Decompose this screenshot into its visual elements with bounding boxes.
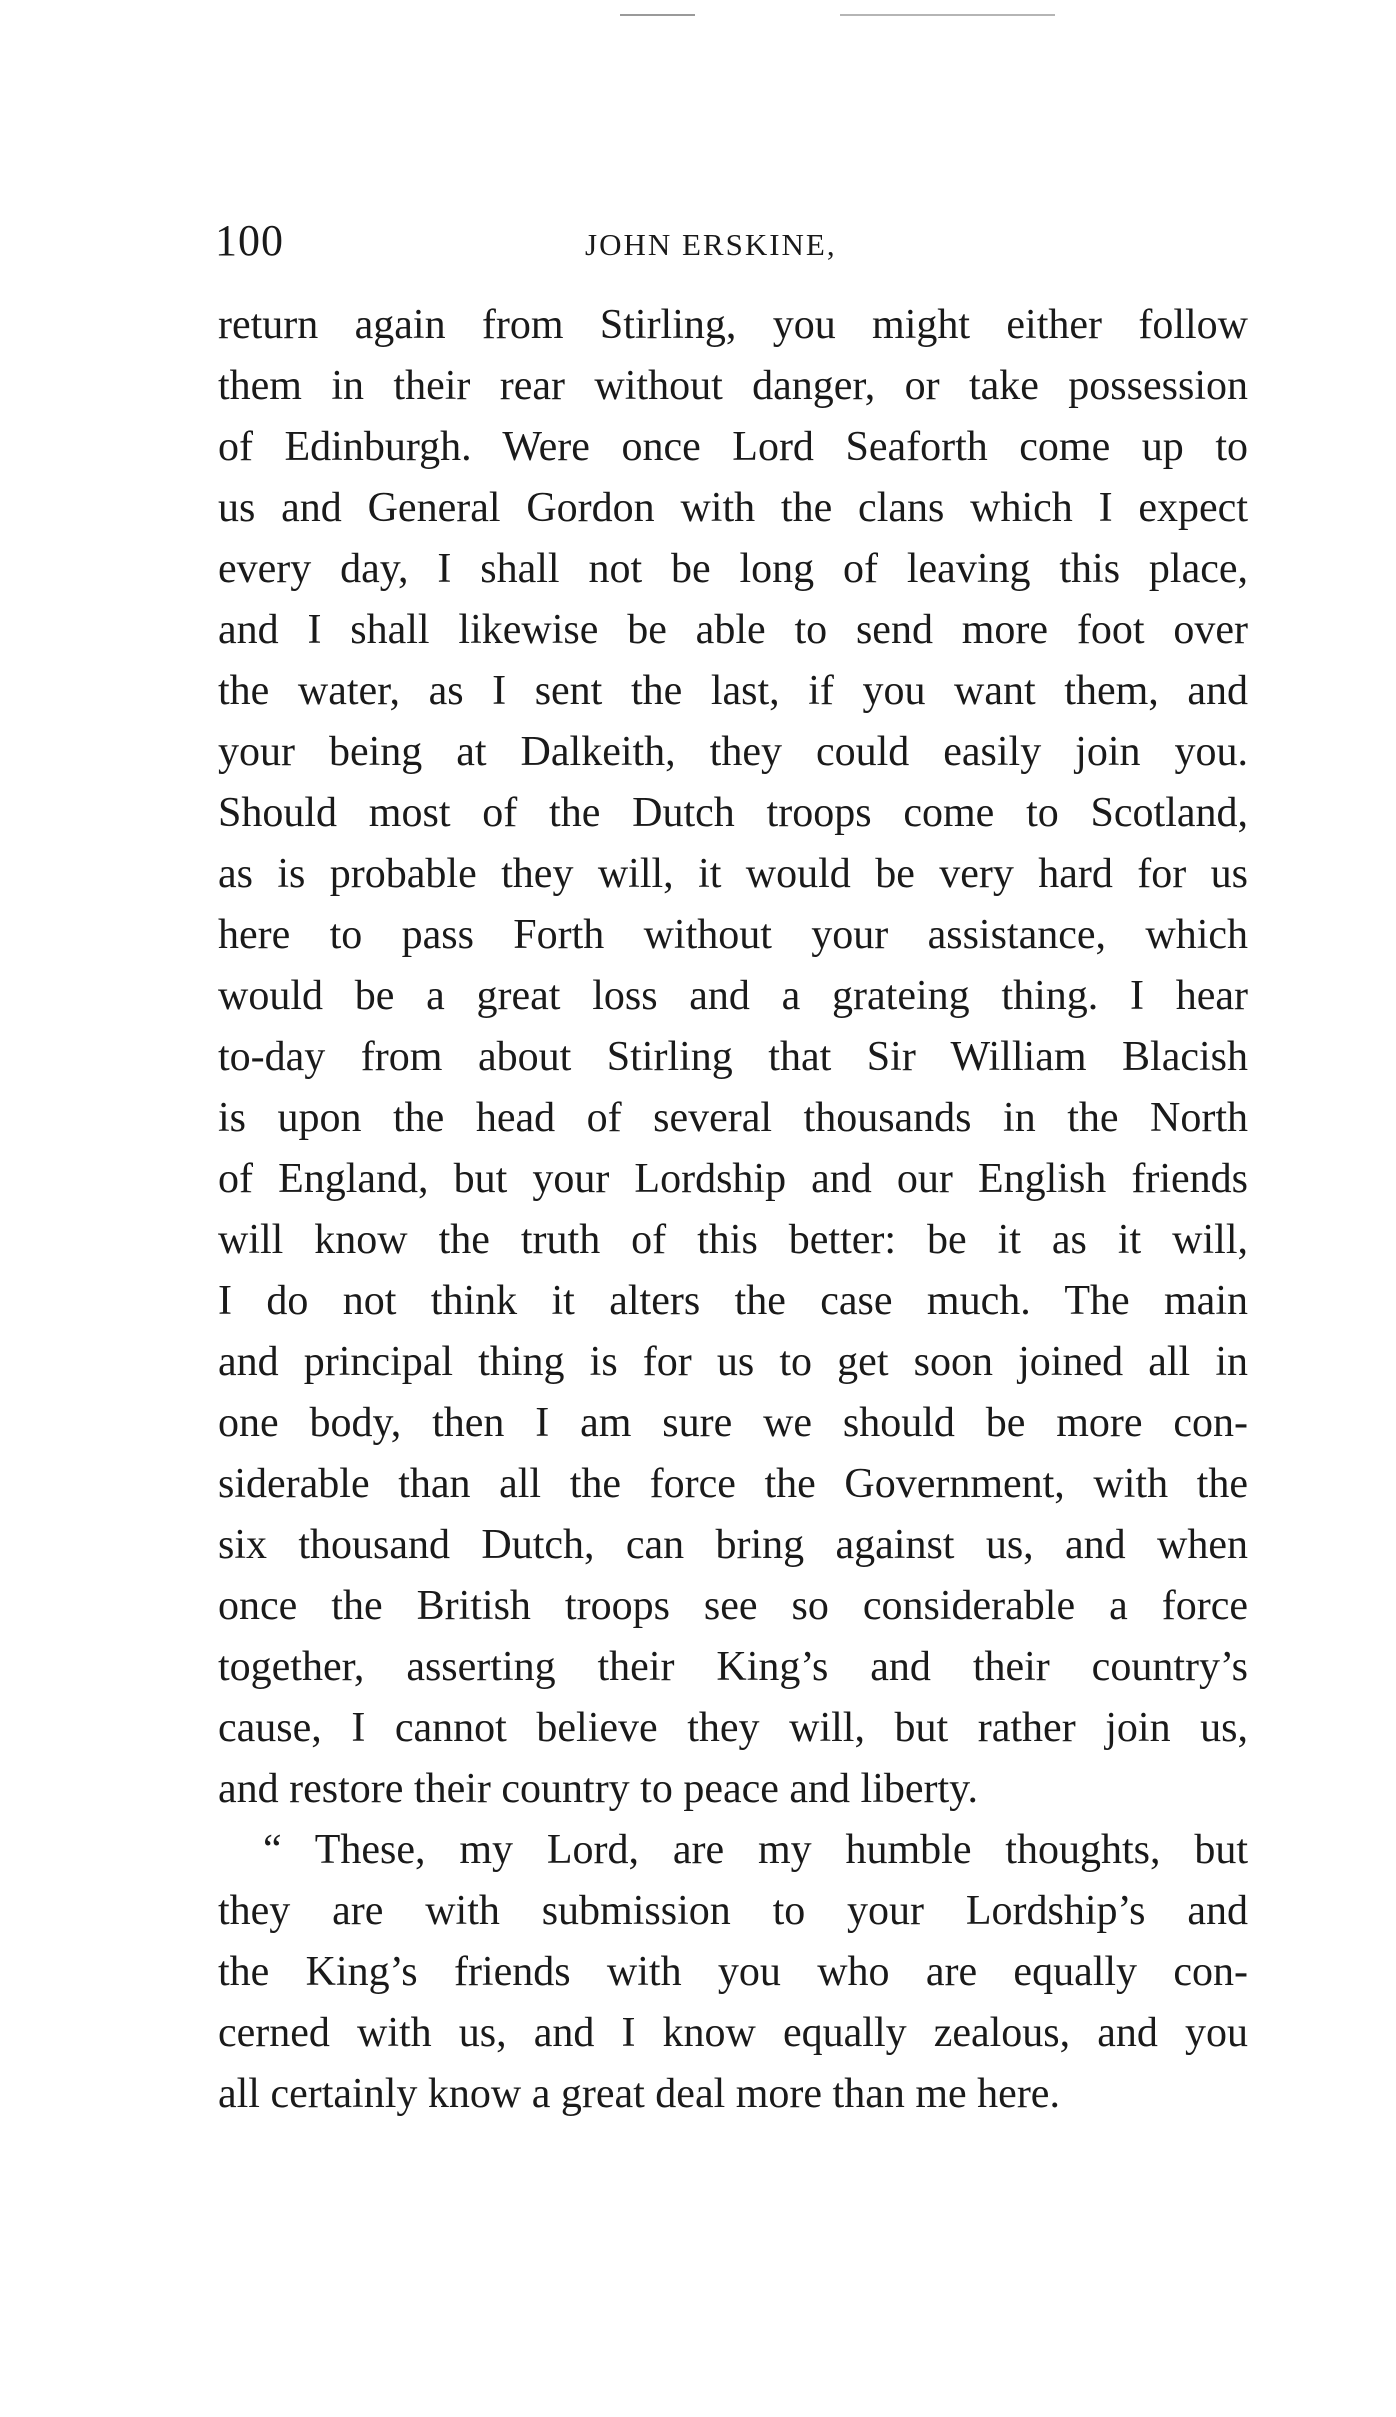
text-line: us and General Gordon with the clans which I expect [218, 485, 1248, 531]
scan-edge-marks [620, 10, 1060, 22]
text-line: once the British troops see so considerable a force [218, 1583, 1248, 1629]
text-line: here to pass Forth without your assistance, which [218, 912, 1248, 958]
text-line: I do not think it alters the case much. The main [218, 1278, 1248, 1324]
scan-mark [840, 14, 1055, 16]
text-line: to-day from about Stirling that Sir William Blacish [218, 1034, 1248, 1080]
text-line: will know the truth of this better: be it as it will, [218, 1217, 1248, 1263]
text-line: and I shall likewise be able to send more foot over [218, 607, 1248, 653]
text-line: every day, I shall not be long of leaving this place, [218, 546, 1248, 592]
running-head: JOHN ERSKINE, [585, 227, 837, 262]
page-header [215, 215, 1245, 275]
text-line: cause, I cannot believe they will, but rather join us, [218, 1705, 1248, 1751]
text-line: Should most of the Dutch troops come to Scotland, [218, 790, 1248, 836]
text-line: return again from Stirling, you might either follow [218, 302, 1248, 348]
text-line: your being at Dalkeith, they could easily join you. [218, 729, 1248, 775]
text-line: siderable than all the force the Government, with the [218, 1461, 1248, 1507]
text-line: together, asserting their King’s and their country’s [218, 1644, 1248, 1690]
text-line: of Edinburgh. Were once Lord Seaforth come up to [218, 424, 1248, 470]
paragraph-last-line: all certainly know a great deal more than me here. [218, 2071, 1060, 2117]
text-line: the King’s friends with you who are equally con- [218, 1949, 1248, 1995]
paragraph-last-line: and restore their country to peace and liberty. [218, 1766, 978, 1812]
text-line: they are with submission to your Lordship’s and [218, 1888, 1248, 1934]
text-line: and principal thing is for us to get soon joined all in [218, 1339, 1248, 1385]
text-line: of England, but your Lordship and our English friends [218, 1156, 1248, 1202]
text-line: would be a great loss and a grateing thing. I hear [218, 973, 1248, 1019]
text-line: cerned with us, and I know equally zealous, and you [218, 2010, 1248, 2056]
text-line: the water, as I sent the last, if you want them, and [218, 668, 1248, 714]
page-number: 100 [215, 216, 284, 265]
body-text [218, 295, 1248, 2125]
text-line: six thousand Dutch, can bring against us, and when [218, 1522, 1248, 1568]
text-line: as is probable they will, it would be very hard for us [218, 851, 1248, 897]
scan-mark [620, 14, 695, 16]
text-line: one body, then I am sure we should be more con- [218, 1400, 1248, 1446]
text-line: them in their rear without danger, or take possession [218, 363, 1248, 409]
paragraph-first-line: “ These, my Lord, are my humble thoughts, but [263, 1827, 1248, 1873]
text-line: is upon the head of several thousands in the North [218, 1095, 1248, 1141]
